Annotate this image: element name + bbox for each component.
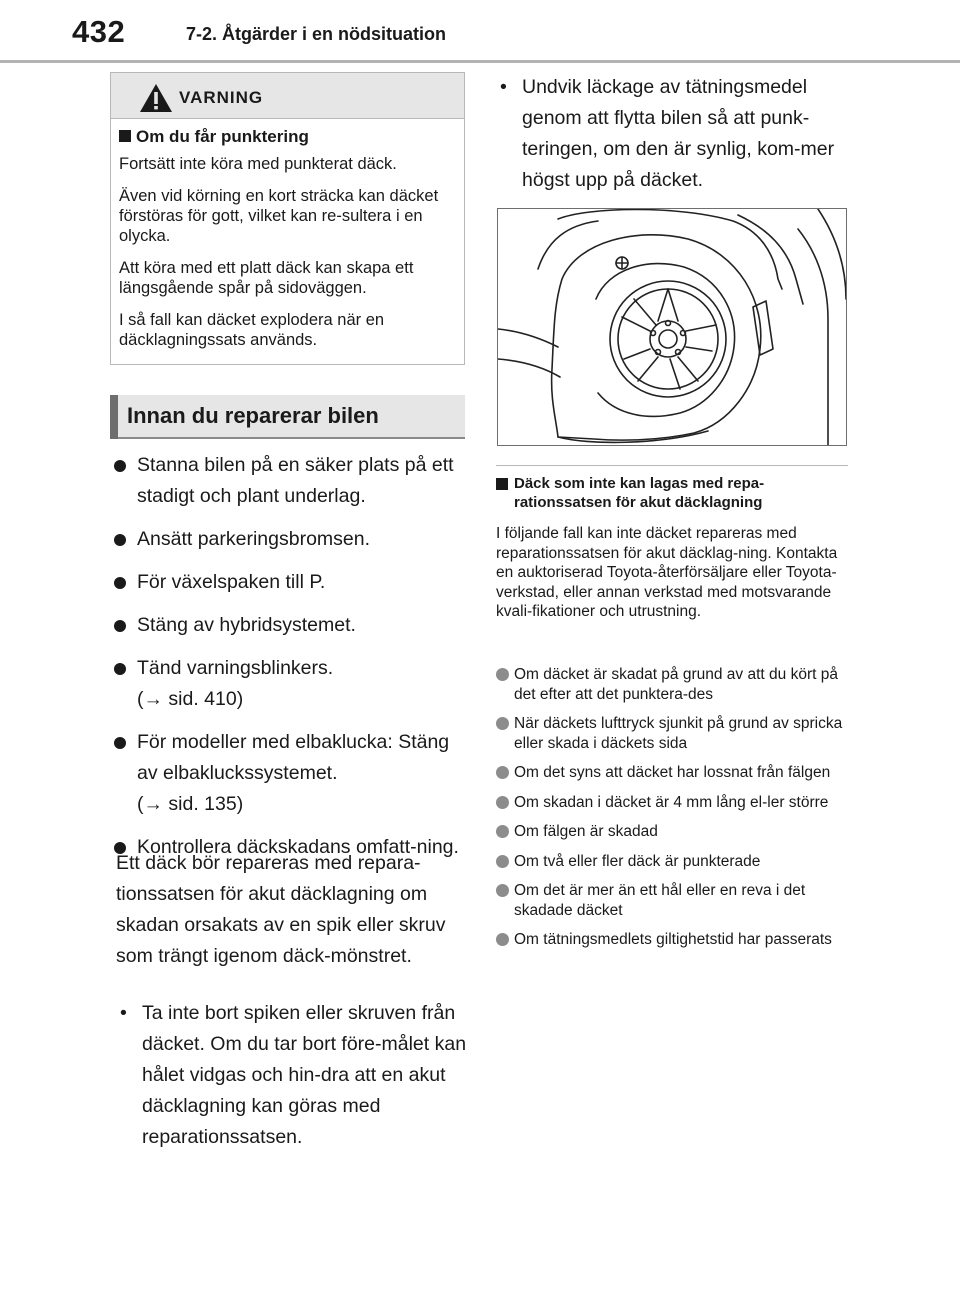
chapter-title: 7-2. Åtgärder i en nödsituation (186, 24, 447, 44)
bullet-icon (114, 663, 126, 675)
circle-bullet-icon (496, 766, 509, 779)
arrow-right-icon: → (143, 793, 163, 815)
list-item: Tänd varningsblinkers. (→ sid. 410) (110, 653, 470, 715)
section-bar (110, 395, 118, 439)
list-item: Stäng av hybridsystemet. (110, 610, 470, 641)
condition-list (496, 665, 848, 960)
circle-bullet-icon (496, 668, 509, 681)
sub-bullet-item: • Undvik läckage av tätningsmedel genom att flytta bilen så att punk-teringen, om den är synlig, kom-mer högst upp på däcket. (496, 72, 856, 196)
list-item: Om däcket är skadat på grund av att du kört på det efter att det punktera-des (496, 665, 848, 704)
section-title: Innan du reparerar bilen (127, 403, 379, 428)
body-paragraph: Ett däck bör repareras med repara-tionssatsen för akut däcklagning om skadan orsakats av en spik eller skruv som trängt igenom däck-mönstret. (116, 852, 446, 967)
page-reference-link[interactable]: sid. 410) (168, 688, 244, 710)
page-reference-link[interactable]: sid. 135) (168, 793, 244, 815)
subsection-paragraph: I följande fall kan inte däcket repareras med reparationssatsen för akut däcklag-ning. Kontakta en auktoriserad Toyota-återförsäljare eller Toyota-verkstad, eller annan verkstad med motsvarande kvali-fikationer och utrustning. (496, 525, 838, 620)
list-item: För växelspaken till P. (110, 567, 470, 598)
bullet-icon (114, 577, 126, 589)
bullet-icon: • (500, 76, 507, 98)
sub-bullet-list (116, 998, 471, 1153)
warning-header (111, 73, 464, 119)
list-item: Kontrollera däckskadans omfatt-ning. (110, 832, 470, 863)
bullet-icon (114, 534, 126, 546)
list-item: Stanna bilen på en säker plats på ett stadigt och plant underlag. (110, 450, 470, 512)
section-header (110, 395, 465, 439)
list-item: Om det syns att däcket har lossnat från fälgen (496, 763, 848, 783)
bullet-icon: • (120, 1002, 127, 1024)
circle-bullet-icon (496, 884, 509, 897)
sub-bullet-item: • Ta inte bort spiken eller skruven från däcket. Om du tar bort före-målet kan hålet vidgas och hin-dra att en akut däcklagning kan göras med reparationssatsen. (116, 998, 471, 1153)
bullet-icon (114, 620, 126, 632)
arrow-right-icon: → (143, 688, 163, 710)
list-item: Ansätt parkeringsbromsen. (110, 524, 470, 555)
subsection-title: Däck som inte kan lagas med repa-rationssatsen för akut däcklagning (496, 474, 848, 512)
bullet-icon (114, 460, 126, 472)
step-list (110, 450, 470, 875)
header-divider (0, 60, 960, 63)
warning-subtitle: Om du får punktering (119, 127, 454, 147)
circle-bullet-icon (496, 933, 509, 946)
list-item: Om det är mer än ett hål eller en reva i det skadade däcket (496, 881, 848, 920)
list-item: Om två eller fler däck är punkterade (496, 852, 848, 872)
tire-illustration (497, 208, 847, 446)
square-bullet-icon (496, 478, 508, 490)
list-item: Om fälgen är skadad (496, 822, 848, 842)
square-bullet-icon (119, 130, 131, 142)
circle-bullet-icon (496, 855, 509, 868)
flat-tire-drawing (498, 209, 847, 446)
warning-body (111, 119, 464, 364)
bullet-icon (114, 737, 126, 749)
warning-triangle-icon (139, 83, 173, 113)
circle-bullet-icon (496, 825, 509, 838)
warning-paragraph: I så fall kan däcket explodera när en däcklagningssats används. (119, 311, 385, 349)
page-header (0, 0, 960, 66)
warning-box (110, 72, 465, 365)
warning-paragraph: Att köra med ett platt däck kan skapa ett längsgående spår på sidoväggen. (119, 259, 414, 297)
list-item: Om tätningsmedlets giltighetstid har passerats (496, 930, 848, 950)
circle-bullet-icon (496, 717, 509, 730)
warning-title: VARNING (179, 88, 264, 107)
circle-bullet-icon (496, 796, 509, 809)
right-sub-bullet-list (496, 72, 856, 196)
subsection-divider (496, 465, 848, 466)
list-item: För modeller med elbaklucka: Stäng av elbakluckssystemet. (→ sid. 135) (110, 727, 470, 820)
warning-paragraph: Fortsätt inte köra med punkterat däck. (119, 155, 397, 173)
list-item: Om skadan i däcket är 4 mm lång el-ler större (496, 793, 848, 813)
page-number: 432 (72, 14, 126, 49)
warning-paragraph: Även vid körning en kort sträcka kan däcket förstöras för gott, vilket kan re-sultera i en olycka. (119, 187, 439, 245)
list-item: När däckets lufttryck sjunkit på grund av spricka eller skada i däckets sida (496, 714, 848, 753)
